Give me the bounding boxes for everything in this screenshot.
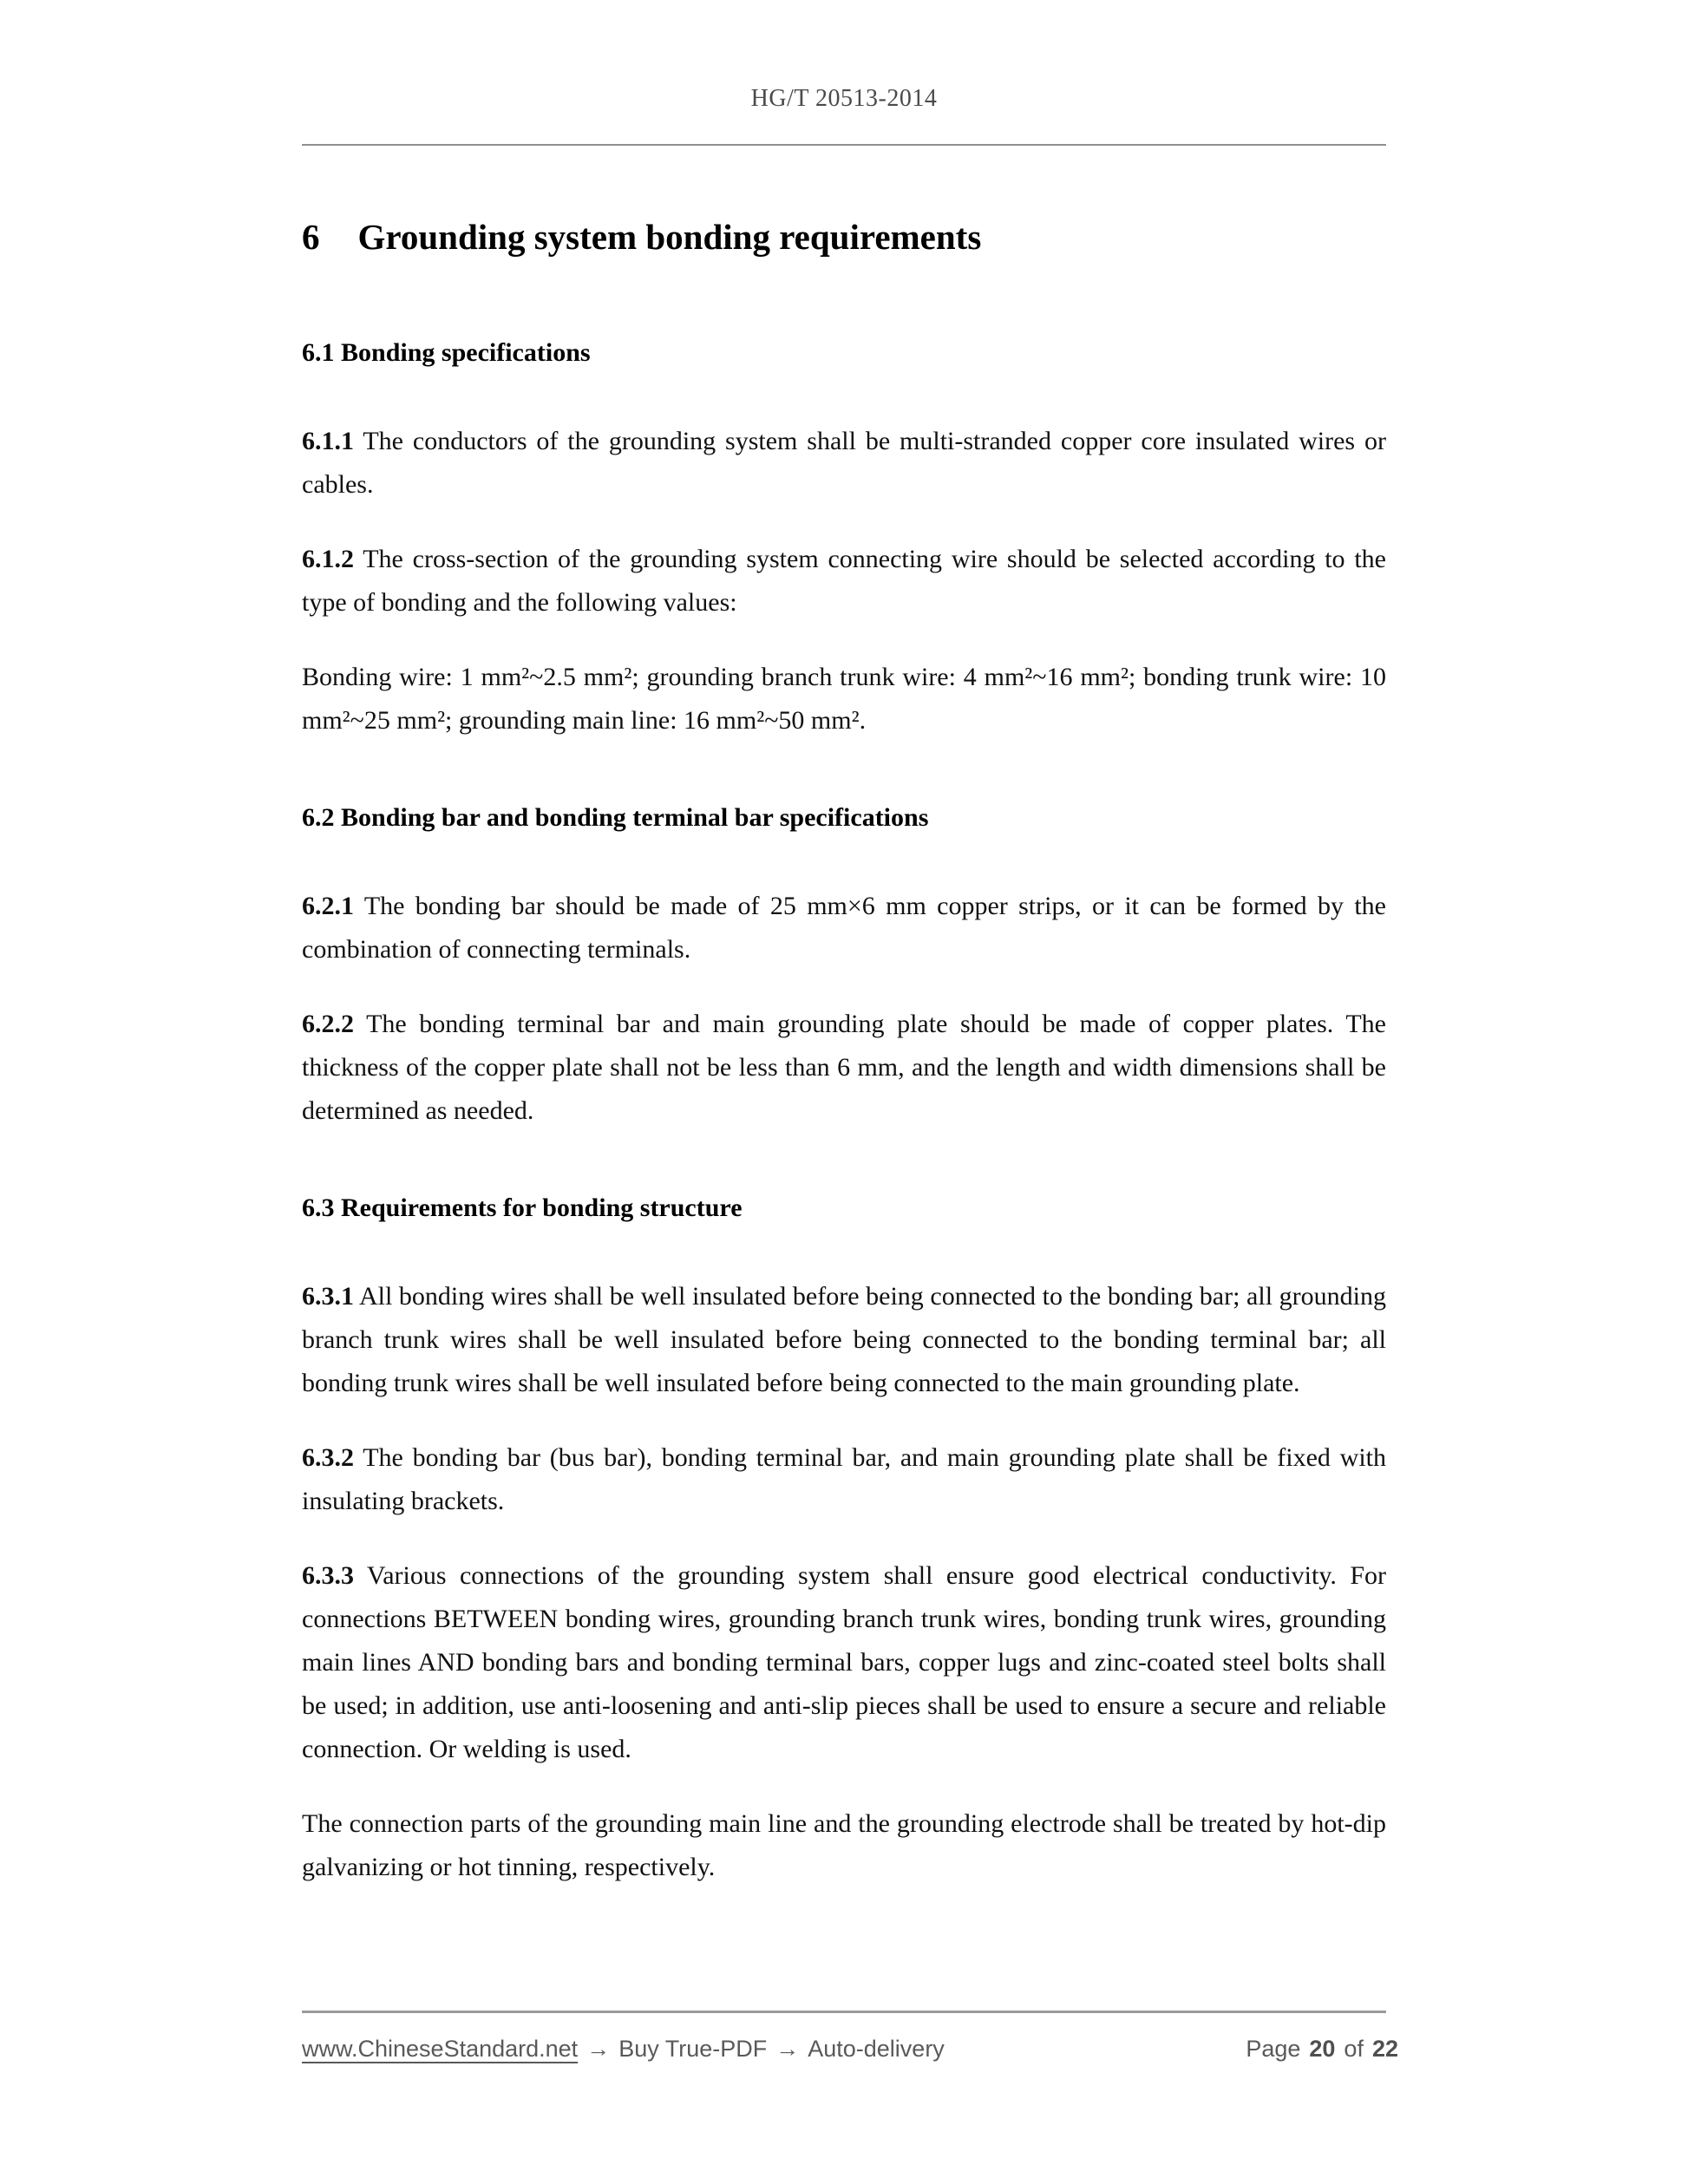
paragraph-6-3-3 <box>302 1554 1386 1771</box>
page-current: 20 <box>1309 2036 1336 2062</box>
paragraph-number: 6.2.2 <box>302 1010 354 1038</box>
subsection-heading-6-3: 6.3 Requirements for bonding structure <box>302 1193 743 1222</box>
footer-line <box>302 2036 1398 2063</box>
paragraph-6-3-1 <box>302 1275 1386 1405</box>
paragraph-number: 6.3.2 <box>302 1443 354 1472</box>
paragraph-number: 6.3.3 <box>302 1561 354 1590</box>
footer-left <box>302 2036 945 2063</box>
page-total: 22 <box>1371 2036 1398 2062</box>
paragraph-text: All bonding wires shall be well insulated before being connected to the bonding bar; all grounding branch trunk wires shall be well insulated before being connected to the bonding terminal bar; all bonding trunk wires shall be well insulated before being connected to the main grounding plate. <box>302 1282 1386 1397</box>
header-divider <box>302 144 1386 146</box>
page-of-label: of <box>1344 2036 1364 2062</box>
paragraph-text: Bonding wire: 1 mm²~2.5 mm²; grounding branch trunk wire: 4 mm²~16 mm²; bonding trunk wire: 10 mm²~25 mm²; grounding main line: 16 mm²~50 mm². <box>302 663 1386 735</box>
footer-action-delivery: Auto-delivery <box>808 2036 945 2062</box>
paragraph-text: The bonding terminal bar and main grounding plate should be made of copper plates. The thickness of the copper plate shall not be less than 6 mm, and the length and width dimensions shall be determined as needed. <box>302 1010 1386 1125</box>
page-indicator <box>1246 2036 1398 2063</box>
paragraph-number: 6.3.1 <box>302 1282 354 1311</box>
subsection-heading-6-1: 6.1 Bonding specifications <box>302 338 591 367</box>
arrow-icon: → <box>775 2036 800 2062</box>
paragraph-text: The bonding bar should be made of 25 mm×6 mm copper strips, or it can be formed by the combination of connecting terminals. <box>302 892 1386 964</box>
paragraph-number: 6.1.2 <box>302 545 354 573</box>
paragraph-text: The bonding bar (bus bar), bonding terminal bar, and main grounding plate shall be fixed with insulating brackets. <box>302 1443 1386 1515</box>
paragraph-text: The conductors of the grounding system shall be multi-stranded copper core insulated wires or cables. <box>302 427 1386 499</box>
section-title-text: Grounding system bonding requirements <box>357 217 982 257</box>
section-title <box>302 213 1386 260</box>
paragraph-6-2-1 <box>302 885 1386 971</box>
footer-divider <box>302 2011 1386 2013</box>
subsection-heading-6-2: 6.2 Bonding bar and bonding terminal bar specifications <box>302 803 929 832</box>
paragraph-text: The cross-section of the grounding system connecting wire should be selected according to the type of bonding and the following values: <box>302 545 1386 617</box>
paragraph-number: 6.2.1 <box>302 892 354 920</box>
section-title-number: 6 <box>302 217 320 257</box>
paragraph-text: Various connections of the grounding system shall ensure good electrical conductivity. For connections BETWEEN bonding wires, grounding branch trunk wires, bonding trunk wires, grounding main lines AND bonding bars and bonding terminal bars, copper lugs and zinc-coated steel bolts shall be used; in addition, use anti-loosening and anti-slip pieces shall be used to ensure a secure and reliable connection. Or welding is used. <box>302 1561 1386 1763</box>
page-label: Page <box>1246 2036 1301 2062</box>
paragraph-text: The connection parts of the grounding main line and the grounding electrode shall be treated by hot-dip galvanizing or hot tinning, respectively. <box>302 1809 1386 1881</box>
paragraph-6-1-2 <box>302 538 1386 624</box>
document-content <box>302 0 1386 1889</box>
paragraph-bonding-values <box>302 656 1386 742</box>
document-number-header: HG/T 20513-2014 <box>750 85 938 112</box>
paragraph-connection-parts <box>302 1802 1386 1889</box>
paragraph-number: 6.1.1 <box>302 427 354 455</box>
site-link[interactable]: www.ChineseStandard.net <box>302 2036 579 2062</box>
page-footer <box>302 2011 1398 2063</box>
arrow-icon: → <box>586 2036 611 2062</box>
paragraph-6-1-1 <box>302 420 1386 507</box>
footer-action-buy: Buy True-PDF <box>618 2036 768 2062</box>
paragraph-6-2-2 <box>302 1003 1386 1133</box>
paragraph-6-3-2 <box>302 1436 1386 1523</box>
